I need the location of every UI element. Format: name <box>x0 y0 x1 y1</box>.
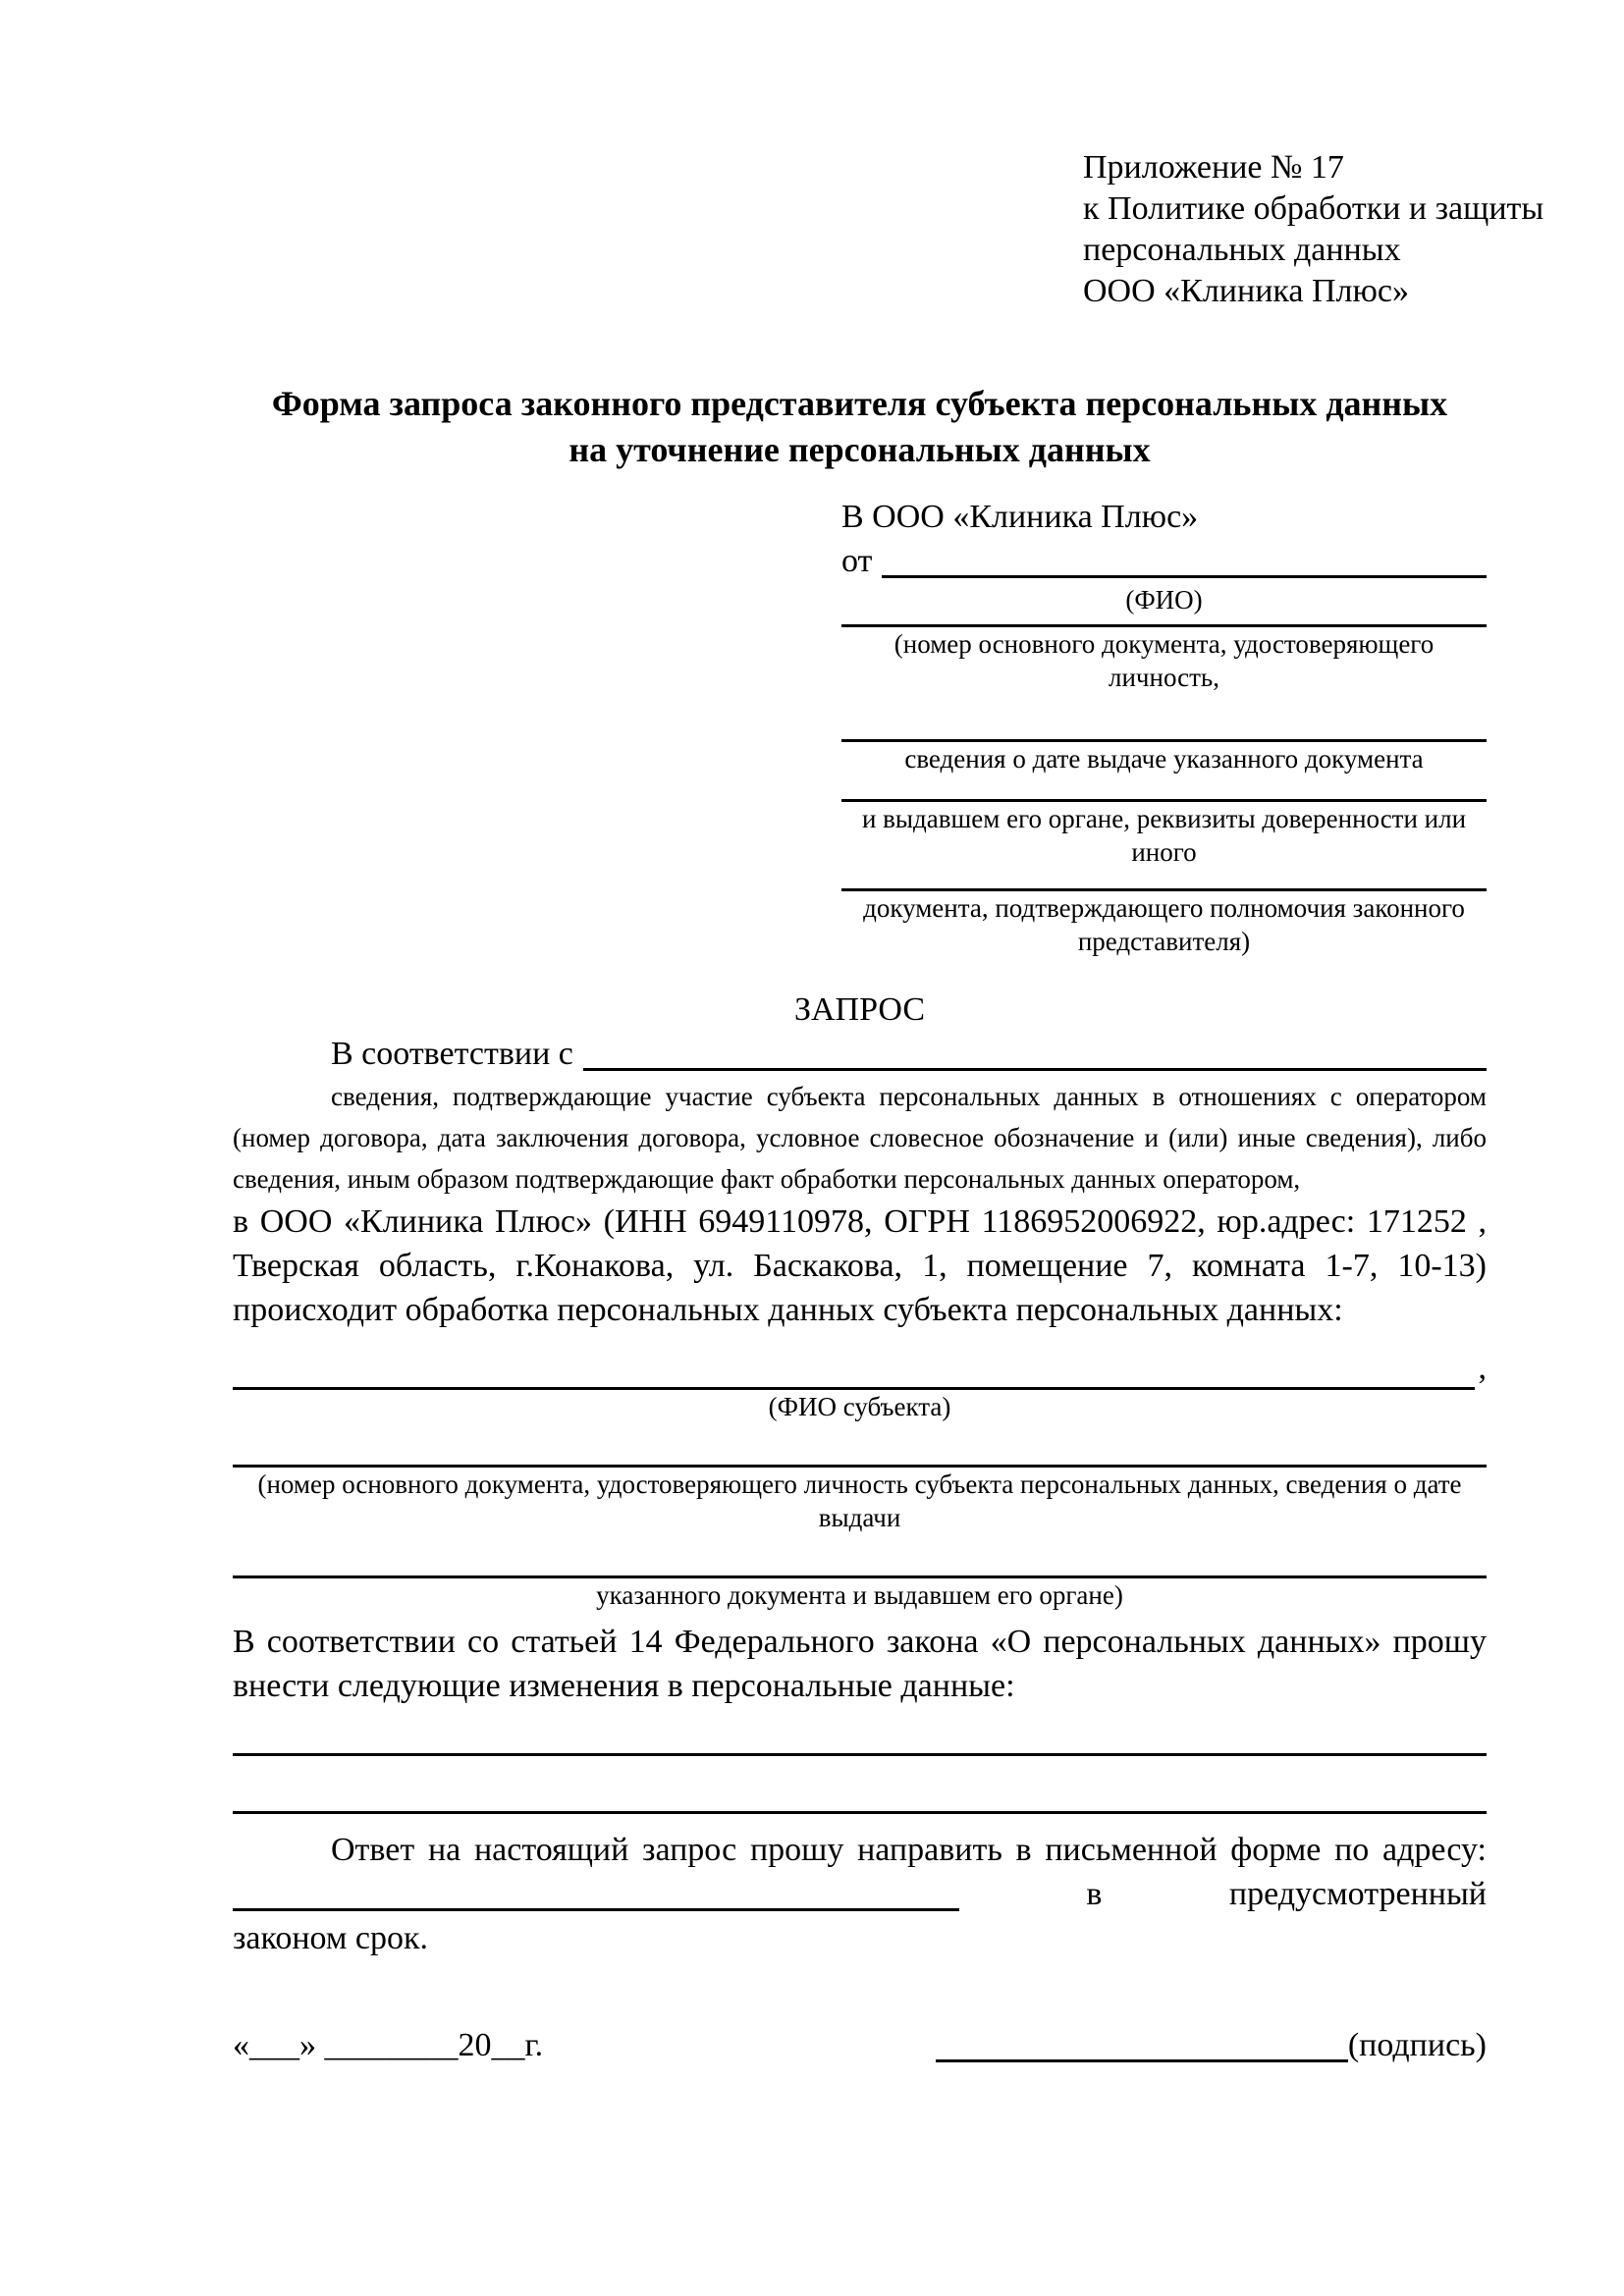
subject-doc-caption-1: (номер основного документа, удостоверяющего личность субъекта персональных данных, сведения о дате выдачи <box>257 1469 1462 1532</box>
intro-label: В соответствии с <box>331 1036 573 1072</box>
operator-paragraph: в ООО «Клиника Плюс» (ИНН 6949110978, ОГРН 1186952006922, юр.адрес: 171252 , Тверская область, г.Конакова, ул. Баскакова, 1, помещение 7, комната 1-7, 10-13) происходит обработка персональных данных субъекта персональных данных: <box>233 1203 1487 1328</box>
representative-authority-caption: документа, подтверждающего полномочия законного представителя) <box>863 893 1465 956</box>
signature-caption: (подпись) <box>1347 2027 1487 2063</box>
basis-blank-line <box>583 1032 1487 1071</box>
reply-word: предусмотренный <box>1228 1876 1487 1912</box>
from-row <box>841 539 1487 583</box>
addressee-org: В ООО «Клиника Плюс» <box>841 499 1199 535</box>
annex-line: персональных данных <box>1083 232 1401 268</box>
subject-fio-blank-line <box>233 1348 1475 1390</box>
changes-blank-line <box>233 1766 1487 1814</box>
doc-number-caption: (номер основного документа, удостоверяющего личность, <box>893 629 1435 692</box>
reply-line-1: Ответ на настоящий запрос прошу направить в письменной форме по адресу: <box>331 1832 1487 1868</box>
form-title <box>233 381 1487 473</box>
reply-paragraph <box>233 1828 1487 1960</box>
blank-line <box>841 616 1487 627</box>
from-label: от <box>841 543 873 579</box>
annex-line: к Политике обработки и защиты <box>1083 190 1544 227</box>
request-heading: ЗАПРОС <box>793 991 926 1028</box>
basis-footnote: сведения, подтверждающие участие субъекта персональных данных в отношениях с оператором (номер договора, дата заключения договора, условное словесное обозначение и (или) иные сведения), либо сведения, иным образом подтверждающие факт обработки персональных данных оператором, <box>233 1082 1487 1194</box>
changes-blank-line <box>233 1708 1487 1756</box>
signature-row <box>233 2023 1487 2067</box>
form-title-line: на уточнение персональных данных <box>568 430 1151 469</box>
intro-row <box>233 1032 1487 1076</box>
reply-line-2 <box>233 1872 1487 1916</box>
annex-header <box>1083 147 1544 312</box>
blank-line <box>841 869 1487 891</box>
article-paragraph: В соответствии со статьей 14 Федерального закона «О персональных данных» прошу внести следующие изменения в персональные данные: <box>233 1624 1487 1704</box>
fio-blank-line <box>882 539 1487 578</box>
signature-area <box>936 2023 1487 2067</box>
issue-date-caption: сведения о дате выдаче указанного документа <box>904 744 1424 774</box>
blank-line <box>233 1423 1487 1468</box>
form-title-line: Форма запроса законного представителя субъекта персональных данных <box>271 384 1448 423</box>
annex-line: Приложение № 17 <box>1083 149 1344 186</box>
trailing-comma: , <box>1478 1350 1487 1386</box>
reply-line-3: законом срок. <box>233 1920 428 1956</box>
issuing-authority-caption: и выдавшем его органе, реквизиты доверенности или иного <box>861 804 1467 867</box>
blank-line <box>841 694 1487 742</box>
date-blank: «___» ________20__г. <box>233 2027 544 2063</box>
addressee-block <box>841 495 1487 958</box>
blank-line <box>841 775 1487 802</box>
address-blank-line <box>233 1872 959 1911</box>
fio-caption: (ФИО) <box>1125 585 1203 614</box>
subject-doc-caption-2: указанного документа и выдавшем его органе) <box>596 1580 1123 1610</box>
annex-line: ООО «Клиника Плюс» <box>1083 273 1409 309</box>
signature-blank-line <box>936 2023 1348 2062</box>
subject-fio-row <box>233 1346 1487 1390</box>
reply-word: в <box>1086 1876 1103 1912</box>
blank-line <box>233 1534 1487 1578</box>
subject-fio-caption: (ФИО субъекта) <box>768 1392 951 1421</box>
